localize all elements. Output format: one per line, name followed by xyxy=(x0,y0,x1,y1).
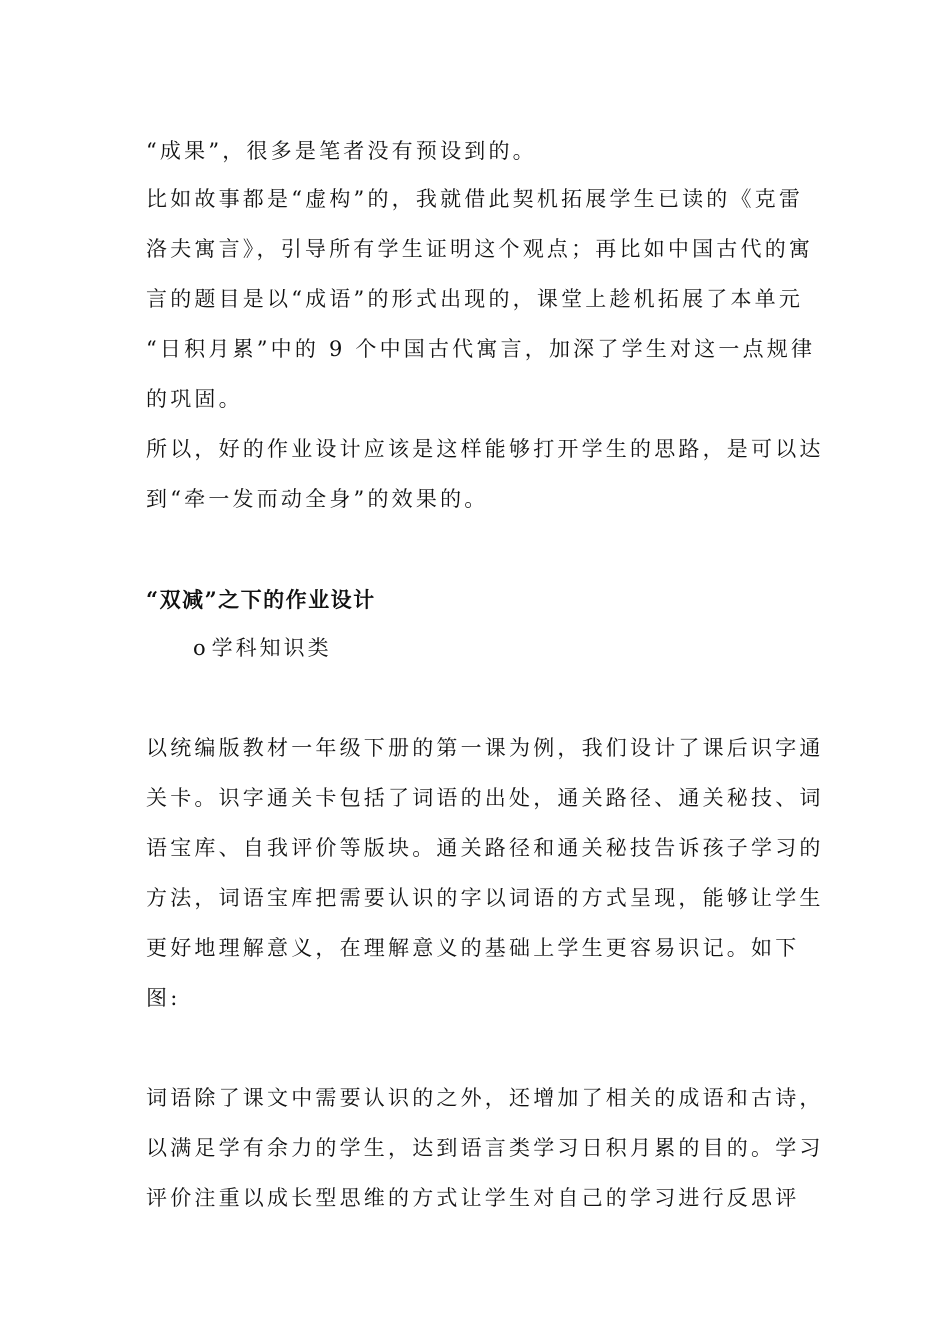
paragraph-line: 词语除了课文中需要认识的之外，还增加了相关的成语和古诗， xyxy=(146,1086,824,1110)
paragraph-line: 图: xyxy=(146,986,181,1010)
paragraph-line: “日积月累”中的 9 个中国古代寓言，加深了学生对这一点规律 xyxy=(146,337,816,361)
paragraph-line: 以统编版教材一年级下册的第一课为例，我们设计了课后识字通 xyxy=(146,736,824,760)
subsection-label: 学科知识类 xyxy=(211,636,332,660)
section-heading: “双减”之下的作业设计 xyxy=(146,587,376,612)
paragraph-line: “成果”，很多是笔者没有预设到的。 xyxy=(146,139,537,163)
paragraph-line: 评价注重以成长型思维的方式让学生对自己的学习进行反思评 xyxy=(146,1186,800,1210)
paragraph-line: 比如故事都是“虚构”的，我就借此契机拓展学生已读的《克雷 xyxy=(146,187,804,211)
paragraph-line: 的巩固。 xyxy=(146,387,243,411)
subsection-item xyxy=(193,634,332,662)
paragraph-line: 言的题目是以“成语”的形式出现的，课堂上趁机拓展了本单元 xyxy=(146,287,804,311)
paragraph-line: 方法，词语宝库把需要认识的字以词语的方式呈现，能够让学生 xyxy=(146,886,824,910)
paragraph-line: 洛夫寓言》，引导所有学生证明这个观点；再比如中国古代的寓 xyxy=(146,237,814,261)
paragraph-line: 语宝库、自我评价等版块。通关路径和通关秘技告诉孩子学习的 xyxy=(146,836,824,860)
paragraph-line: 所以，好的作业设计应该是这样能够打开学生的思路，是可以达 xyxy=(146,437,824,461)
paragraph-line: 到“牵一发而动全身”的效果的。 xyxy=(146,487,489,511)
bullet-marker: o xyxy=(193,636,206,660)
paragraph-line: 更好地理解意义，在理解意义的基础上学生更容易识记。如下 xyxy=(146,936,800,960)
paragraph-line: 以满足学有余力的学生，达到语言类学习日积月累的目的。学习 xyxy=(146,1136,824,1160)
paragraph-line: 关卡。识字通关卡包括了词语的出处，通关路径、通关秘技、词 xyxy=(146,786,824,810)
